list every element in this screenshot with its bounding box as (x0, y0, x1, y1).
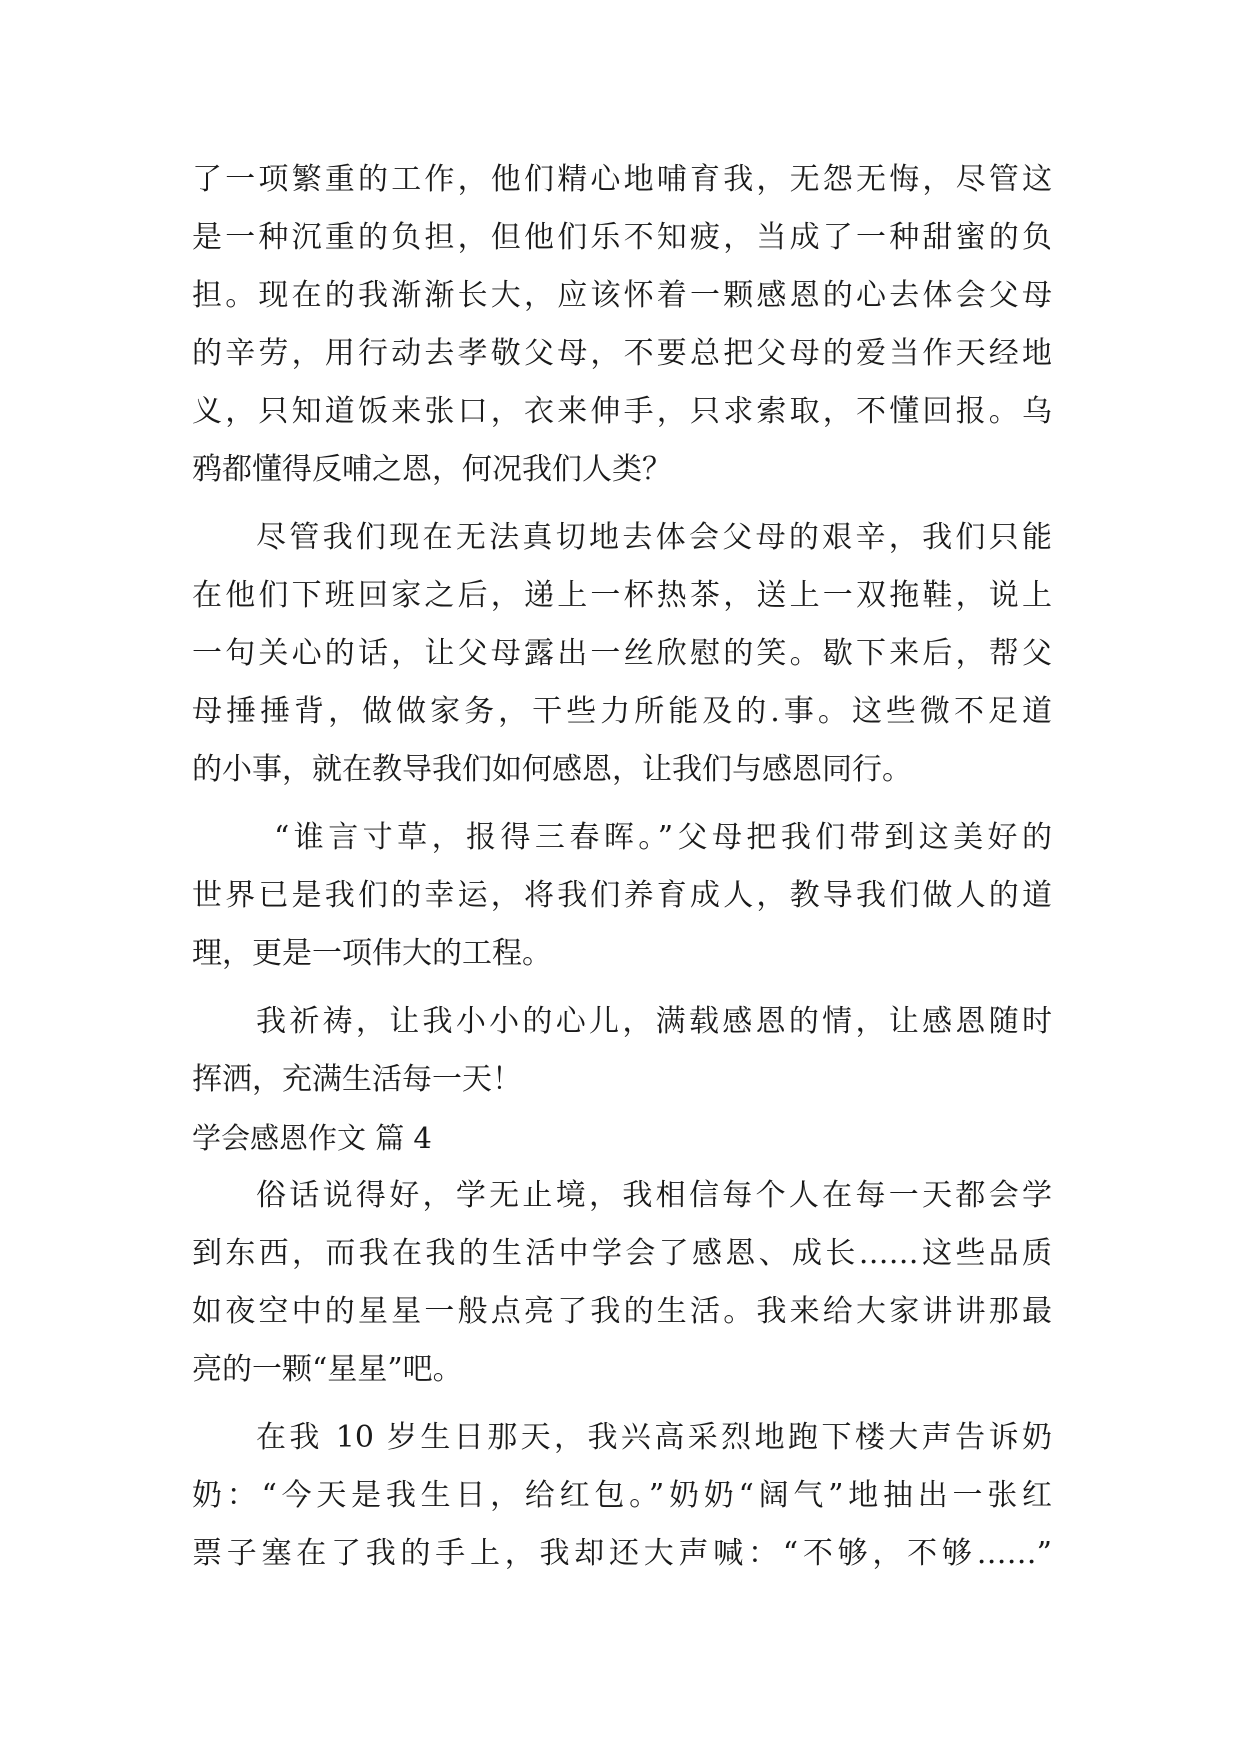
text-line: 了一项繁重的工作，他们精心地哺育我，无怨无悔，尽管这 (192, 162, 1052, 197)
text-line: 亮的一颗“星星”吧。 (192, 1352, 463, 1387)
paragraph-first-line: 在我 10 岁生日那天，我兴高采烈地跑下楼大声告诉奶 (256, 1420, 1052, 1455)
text-line: 在他们下班回家之后，递上一杯热茶，送上一双拖鞋，说上 (192, 578, 1052, 613)
text-line: 世界已是我们的幸运，将我们养育成人，教导我们做人的道 (192, 878, 1052, 913)
text-line: 如夜空中的星星一般点亮了我的生活。我来给大家讲讲那最 (192, 1294, 1052, 1329)
text-line: 理，更是一项伟大的工程。 (192, 936, 552, 971)
paragraph-first-line: 尽管我们现在无法真切地去体会父母的艰辛，我们只能 (256, 520, 1052, 555)
text-line: 挥洒，充满生活每一天！ (192, 1062, 522, 1097)
text-line: 义，只知道饭来张口，衣来伸手，只求索取，不懂回报。乌 (192, 394, 1052, 429)
text-line: 鸦都懂得反哺之恩，何况我们人类？ (192, 452, 672, 487)
text-line: 到东西，而我在我的生活中学会了感恩、成长……这些品质 (192, 1236, 1052, 1271)
paragraph-first-line: “谁言寸草，报得三春晖。”父母把我们带到这美好的 (274, 820, 1052, 855)
text-line: 奶：“今天是我生日，给红包。”奶奶“阔气”地抽出一张红 (192, 1478, 1052, 1513)
text-line: 的小事，就在教导我们如何感恩，让我们与感恩同行。 (192, 752, 912, 787)
paragraph-first-line: 我祈祷，让我小小的心儿，满载感恩的情，让感恩随时 (256, 1004, 1052, 1039)
text-line: 是一种沉重的负担，但他们乐不知疲，当成了一种甜蜜的负 (192, 220, 1052, 255)
text-line: 一句关心的话，让父母露出一丝欣慰的笑。歇下来后，帮父 (192, 636, 1052, 671)
text-line: 担。现在的我渐渐长大，应该怀着一颗感恩的心去体会父母 (192, 278, 1052, 313)
text-line: 母捶捶背，做做家务，干些力所能及的.事。这些微不足道 (192, 694, 1052, 729)
section-heading: 学会感恩作文 篇 4 (192, 1121, 432, 1155)
paragraph-first-line: 俗话说得好，学无止境，我相信每个人在每一天都会学 (256, 1178, 1052, 1213)
text-line: 的辛劳，用行动去孝敬父母，不要总把父母的爱当作天经地 (192, 336, 1052, 371)
text-line: 票子塞在了我的手上，我却还大声喊：“不够，不够……” (192, 1536, 1052, 1571)
